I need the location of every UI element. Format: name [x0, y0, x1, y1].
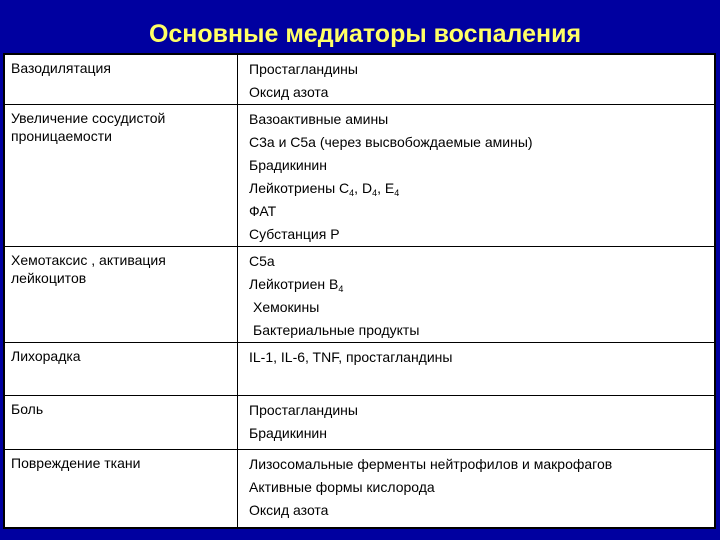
table-row: [5, 396, 714, 450]
mediator-text: Лейкотриен B: [249, 276, 339, 292]
effect-cell: Хемотаксис , активация лейкоцитов: [5, 247, 238, 342]
table-row: [5, 247, 714, 343]
subscript: 4: [338, 284, 344, 294]
mediators-cell: [238, 343, 714, 395]
mediators-cell: [238, 396, 714, 449]
effect-cell: Вазодилятация: [5, 55, 238, 104]
effect-cell: Боль: [5, 396, 238, 449]
mediators-cell: [238, 105, 714, 246]
mediator-item: Оксид азота: [249, 84, 329, 100]
table-row: [5, 105, 714, 247]
effect-cell: Лихорадка: [5, 343, 238, 395]
mediator-item: Простагландины: [249, 402, 358, 418]
mediator-item: Простагландины: [249, 61, 358, 77]
table-row: [5, 55, 714, 105]
mediator-item: Вазоактивные амины: [249, 111, 389, 127]
subscript: 4: [349, 188, 355, 198]
effect-cell: Повреждение ткани: [5, 450, 238, 527]
table-row: [5, 343, 714, 396]
mediators-cell: [238, 247, 714, 342]
mediator-item: ФАТ: [249, 203, 277, 219]
mediators-cell: [238, 55, 714, 104]
mediators-table: [3, 53, 716, 529]
mediator-item: [249, 177, 708, 200]
mediator-text: Лейкотриены C: [249, 180, 350, 196]
mediator-item: Хемокины: [253, 299, 320, 315]
mediator-item: Брадикинин: [249, 157, 327, 173]
mediator-item: Оксид азота: [249, 502, 329, 518]
mediator-item: [249, 273, 708, 296]
mediator-item: Активные формы кислорода: [249, 479, 435, 495]
table-row: [5, 450, 714, 527]
mediators-cell: [238, 450, 714, 527]
mediator-item: Бактериальные продукты: [253, 322, 420, 338]
mediator-item: Лизосомальные ферменты нейтрофилов и макрофагов: [249, 456, 613, 472]
subscript: 4: [394, 188, 400, 198]
subscript: 4: [372, 188, 378, 198]
mediator-item: IL-1, IL-6, TNF, простагландины: [249, 349, 453, 365]
mediator-item: С5а: [249, 253, 275, 269]
mediator-text: , D: [354, 180, 373, 196]
effect-cell: Увеличение сосудистой проницаемости: [5, 105, 238, 246]
mediator-item: Субстанция Р: [249, 226, 340, 242]
mediator-item: Брадикинин: [249, 425, 327, 441]
page-title: Основные медиаторы воспаления: [148, 20, 582, 48]
mediator-item: С3а и С5а (через высвобождаемые амины): [249, 134, 533, 150]
mediator-text: , E: [377, 180, 395, 196]
